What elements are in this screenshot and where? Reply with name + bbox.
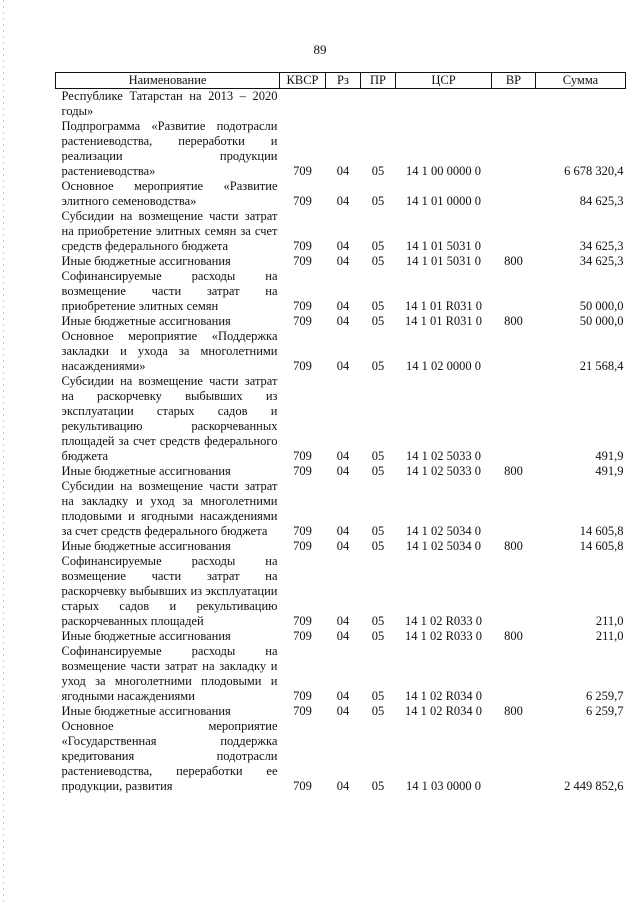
cell-sum: 34 625,3 xyxy=(579,254,624,268)
cell-name: Иные бюджетные ассигнования xyxy=(61,629,231,643)
cell-rz: 04 xyxy=(336,704,350,718)
table-row xyxy=(56,539,626,554)
cell-sum: 50 000,0 xyxy=(579,299,624,313)
cell-rz xyxy=(326,89,361,120)
cell-vr: 800 xyxy=(504,539,523,553)
table-row xyxy=(56,209,626,254)
cell-name: Субсидии на возмещение части затрат на приобретение элитных семян за счет средств федерального бюджета xyxy=(61,209,278,253)
cell-name: Иные бюджетные ассигнования xyxy=(61,254,231,268)
table-row xyxy=(56,704,626,719)
cell-name: Основное мероприятие «Государственная поддержка кредитования подотрасли растениеводства, переработки ее продукции, развития xyxy=(61,719,278,793)
cell-name: Иные бюджетные ассигнования xyxy=(61,539,231,553)
cell-sum: 50 000,0 xyxy=(579,314,624,328)
cell-pr: 05 xyxy=(371,449,385,463)
cell-vr xyxy=(492,479,536,539)
cell-rz: 04 xyxy=(336,464,350,478)
cell-sum: 491,9 xyxy=(595,449,624,463)
cell-kvsr xyxy=(280,89,326,120)
cell-csr: 14 1 02 R033 0 xyxy=(404,614,483,628)
cell-csr: 14 1 02 0000 0 xyxy=(406,359,481,373)
cell-vr xyxy=(492,374,536,464)
cell-vr xyxy=(492,554,536,629)
header-kvsr: КВСР xyxy=(280,73,326,89)
cell-vr xyxy=(492,89,536,120)
cell-csr: 14 1 01 5031 0 xyxy=(406,254,481,268)
cell-vr: 800 xyxy=(504,704,523,718)
cell-sum: 34 625,3 xyxy=(579,239,624,253)
cell-sum: 211,0 xyxy=(595,629,624,643)
cell-pr: 05 xyxy=(371,299,385,313)
table-row xyxy=(56,269,626,314)
cell-rz: 04 xyxy=(336,164,350,178)
cell-kvsr: 709 xyxy=(293,689,312,703)
cell-sum: 6 259,7 xyxy=(586,689,624,703)
cell-csr: 14 1 02 5034 0 xyxy=(406,524,481,538)
cell-rz: 04 xyxy=(336,449,350,463)
cell-vr: 800 xyxy=(504,629,523,643)
cell-kvsr: 709 xyxy=(293,614,312,628)
cell-kvsr: 709 xyxy=(293,524,312,538)
cell-pr: 05 xyxy=(371,524,385,538)
cell-vr xyxy=(492,719,536,794)
header-rz: Рз xyxy=(326,73,361,89)
cell-kvsr: 709 xyxy=(293,449,312,463)
cell-csr: 14 1 03 0000 0 xyxy=(406,779,481,793)
cell-vr xyxy=(492,644,536,704)
cell-pr: 05 xyxy=(371,164,385,178)
header-sum: Сумма xyxy=(536,73,626,89)
cell-sum: 2 449 852,6 xyxy=(564,779,624,793)
cell-csr: 14 1 01 R031 0 xyxy=(404,314,483,328)
cell-name: Республике Татарстан на 2013 – 2020 годы» xyxy=(61,89,278,118)
cell-sum: 6 678 320,4 xyxy=(564,164,624,178)
cell-rz: 04 xyxy=(336,524,350,538)
cell-sum xyxy=(536,89,626,120)
scan-edge xyxy=(3,0,4,905)
cell-name: Субсидии на возмещение части затрат на закладку и уход за многолетними плодовыми и ягодными насаждениями за счет средств федерального бюджета xyxy=(61,479,278,538)
cell-rz: 04 xyxy=(336,539,350,553)
cell-pr: 05 xyxy=(371,359,385,373)
cell-name: Субсидии на возмещение части затрат на раскорчевку выбывших из эксплуатации старых садов и рекультивацию раскорчеванных площадей за счет средств федерального бюджета xyxy=(61,374,278,463)
cell-vr: 800 xyxy=(504,254,523,268)
cell-vr: 800 xyxy=(504,314,523,328)
cell-csr xyxy=(396,89,492,120)
table-row xyxy=(56,329,626,374)
cell-vr xyxy=(492,179,536,209)
table-row xyxy=(56,554,626,629)
header-csr: ЦСР xyxy=(396,73,492,89)
cell-pr: 05 xyxy=(371,614,385,628)
cell-pr: 05 xyxy=(371,464,385,478)
cell-sum: 491,9 xyxy=(595,464,624,478)
cell-sum: 84 625,3 xyxy=(579,194,624,208)
cell-kvsr: 709 xyxy=(293,539,312,553)
cell-rz: 04 xyxy=(336,299,350,313)
cell-vr xyxy=(492,209,536,254)
cell-kvsr: 709 xyxy=(293,254,312,268)
budget-table xyxy=(55,72,626,794)
cell-rz: 04 xyxy=(336,254,350,268)
cell-name: Софинансируемые расходы на возмещение части затрат на приобретение элитных семян xyxy=(61,269,278,313)
cell-kvsr: 709 xyxy=(293,464,312,478)
cell-kvsr: 709 xyxy=(293,239,312,253)
cell-rz: 04 xyxy=(336,314,350,328)
header-vr: ВР xyxy=(492,73,536,89)
cell-csr: 14 1 02 R033 0 xyxy=(404,629,483,643)
table-header-row xyxy=(56,73,626,89)
cell-name: Иные бюджетные ассигнования xyxy=(61,464,231,478)
cell-kvsr: 709 xyxy=(293,359,312,373)
cell-vr xyxy=(492,269,536,314)
cell-pr xyxy=(361,89,396,120)
table-row xyxy=(56,479,626,539)
cell-kvsr: 709 xyxy=(293,314,312,328)
table-row xyxy=(56,254,626,269)
cell-rz: 04 xyxy=(336,239,350,253)
table-row xyxy=(56,464,626,479)
cell-rz: 04 xyxy=(336,359,350,373)
cell-name: Подпрограмма «Развитие подотрасли растениеводства, переработки и реализации продукции растениеводства» xyxy=(61,119,278,178)
table-row xyxy=(56,719,626,794)
cell-pr: 05 xyxy=(371,689,385,703)
cell-sum: 6 259,7 xyxy=(586,704,624,718)
cell-rz: 04 xyxy=(336,194,350,208)
cell-sum: 211,0 xyxy=(595,614,624,628)
cell-csr: 14 1 01 R031 0 xyxy=(404,299,483,313)
cell-csr: 14 1 02 R034 0 xyxy=(404,704,483,718)
header-name: Наименование xyxy=(56,73,280,89)
page-number: 89 xyxy=(313,42,327,57)
cell-csr: 14 1 00 0000 0 xyxy=(406,164,481,178)
cell-pr: 05 xyxy=(371,239,385,253)
cell-rz: 04 xyxy=(336,614,350,628)
cell-csr: 14 1 02 5034 0 xyxy=(406,539,481,553)
cell-rz: 04 xyxy=(336,629,350,643)
cell-rz: 04 xyxy=(336,779,350,793)
cell-pr: 05 xyxy=(371,254,385,268)
table-row xyxy=(56,89,626,120)
cell-csr: 14 1 01 0000 0 xyxy=(406,194,481,208)
table-row xyxy=(56,179,626,209)
cell-csr: 14 1 02 5033 0 xyxy=(406,464,481,478)
cell-kvsr: 709 xyxy=(293,779,312,793)
cell-kvsr: 709 xyxy=(293,629,312,643)
cell-csr: 14 1 01 5031 0 xyxy=(406,239,481,253)
cell-vr: 800 xyxy=(504,464,523,478)
table-row xyxy=(56,629,626,644)
cell-csr: 14 1 02 5033 0 xyxy=(406,449,481,463)
cell-pr: 05 xyxy=(371,539,385,553)
cell-rz: 04 xyxy=(336,689,350,703)
table-row xyxy=(56,374,626,464)
cell-name: Иные бюджетные ассигнования xyxy=(61,704,231,718)
cell-kvsr: 709 xyxy=(293,299,312,313)
cell-sum: 21 568,4 xyxy=(579,359,624,373)
header-pr: ПР xyxy=(361,73,396,89)
cell-kvsr: 709 xyxy=(293,164,312,178)
cell-sum: 14 605,8 xyxy=(579,524,624,538)
cell-csr: 14 1 02 R034 0 xyxy=(404,689,483,703)
cell-name: Иные бюджетные ассигнования xyxy=(61,314,231,328)
cell-vr xyxy=(492,119,536,179)
cell-kvsr: 709 xyxy=(293,704,312,718)
table-row xyxy=(56,119,626,179)
cell-name: Софинансируемые расходы на возмещение части затрат на раскорчевку выбывших из эксплуатации старых садов и рекультивацию раскорчеванных площадей xyxy=(61,554,278,628)
cell-pr: 05 xyxy=(371,779,385,793)
cell-vr xyxy=(492,329,536,374)
cell-name: Софинансируемые расходы на возмещение части затрат на закладку и уход за многолетними плодовыми и ягодными насаждениями xyxy=(61,644,278,703)
cell-kvsr: 709 xyxy=(293,194,312,208)
cell-name: Основное мероприятие «Поддержка закладки и ухода за многолетними насаждениями» xyxy=(61,329,278,373)
cell-sum: 14 605,8 xyxy=(579,539,624,553)
cell-pr: 05 xyxy=(371,194,385,208)
cell-pr: 05 xyxy=(371,314,385,328)
cell-name: Основное мероприятие «Развитие элитного семеноводства» xyxy=(61,179,278,208)
cell-pr: 05 xyxy=(371,704,385,718)
cell-pr: 05 xyxy=(371,629,385,643)
table-row xyxy=(56,314,626,329)
table-row xyxy=(56,644,626,704)
